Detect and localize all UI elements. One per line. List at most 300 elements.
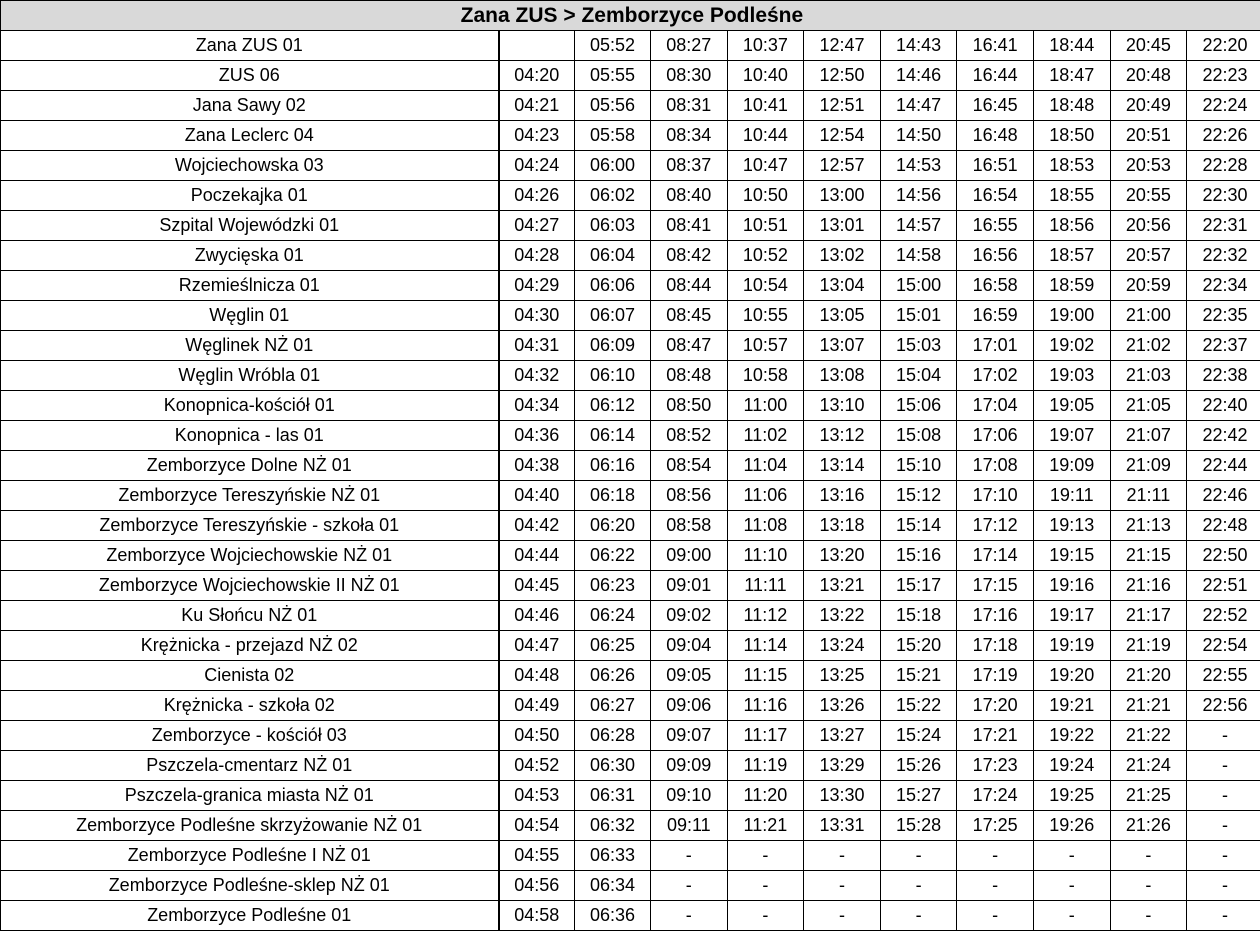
departure-time-cell: 13:26 [804,691,881,721]
stop-name-cell: Zemborzyce Tereszyńskie - szkoła 01 [1,511,499,541]
table-row [1,871,1260,901]
departure-time-cell: 21:19 [1110,631,1187,661]
departure-time-cell: 18:50 [1033,121,1110,151]
departure-time-cell: 04:38 [499,451,575,481]
departure-time-cell: 15:01 [880,301,957,331]
departure-time-cell: 18:56 [1033,211,1110,241]
departure-time-cell: 22:42 [1187,421,1260,451]
departure-time-cell: 21:25 [1110,781,1187,811]
departure-time-cell: 16:58 [957,271,1034,301]
departure-time-cell: 11:14 [727,631,804,661]
departure-time-cell: 17:24 [957,781,1034,811]
departure-time-cell: 10:40 [727,61,804,91]
departure-time-cell: 17:08 [957,451,1034,481]
departure-time-cell: - [804,871,881,901]
stop-name-cell: Szpital Wojewódzki 01 [1,211,499,241]
departure-time-cell: 04:48 [499,661,575,691]
departure-time-cell: 08:48 [651,361,728,391]
stop-name-cell: Zemborzyce - kościół 03 [1,721,499,751]
departure-time-cell: 06:20 [575,511,651,541]
departure-time-cell: - [1187,721,1260,751]
departure-time-cell: 09:11 [651,811,728,841]
table-row [1,361,1260,391]
departure-time-cell: 22:55 [1187,661,1260,691]
departure-time-cell: - [1187,811,1260,841]
stop-name-cell: Pszczela-granica miasta NŻ 01 [1,781,499,811]
departure-time-cell: 10:50 [727,181,804,211]
departure-time-cell: - [1033,841,1110,871]
departure-time-cell: 20:55 [1110,181,1187,211]
stop-name-cell: Jana Sawy 02 [1,91,499,121]
stop-name-cell: Węglinek NŻ 01 [1,331,499,361]
departure-time-cell: 14:50 [880,121,957,151]
departure-time-cell: 17:16 [957,601,1034,631]
departure-time-cell: 20:57 [1110,241,1187,271]
departure-time-cell: 14:56 [880,181,957,211]
departure-time-cell: 09:05 [651,661,728,691]
departure-time-cell: 10:54 [727,271,804,301]
departure-time-cell: 05:58 [575,121,651,151]
departure-time-cell: 22:20 [1187,31,1260,61]
departure-time-cell: 09:00 [651,541,728,571]
table-row [1,571,1260,601]
departure-time-cell: 04:46 [499,601,575,631]
stop-name-cell: Zemborzyce Tereszyńskie NŻ 01 [1,481,499,511]
departure-time-cell: 17:06 [957,421,1034,451]
departure-time-cell: 22:23 [1187,61,1260,91]
departure-time-cell: 21:05 [1110,391,1187,421]
stop-name-cell: Zemborzyce Dolne NŻ 01 [1,451,499,481]
departure-time-cell: 19:13 [1033,511,1110,541]
departure-time-cell: 09:10 [651,781,728,811]
departure-time-cell: 19:25 [1033,781,1110,811]
departure-time-cell: 15:10 [880,451,957,481]
departure-time-cell: 14:47 [880,91,957,121]
departure-time-cell: 16:59 [957,301,1034,331]
departure-time-cell: 11:21 [727,811,804,841]
departure-time-cell: 10:41 [727,91,804,121]
departure-time-cell: 17:15 [957,571,1034,601]
departure-time-cell: 17:10 [957,481,1034,511]
table-row [1,301,1260,331]
departure-time-cell: 18:59 [1033,271,1110,301]
departure-time-cell: 06:36 [575,901,651,931]
table-row [1,151,1260,181]
stop-name-cell: Zemborzyce Podleśne 01 [1,901,499,931]
departure-time-cell: 13:10 [804,391,881,421]
departure-time-cell: 15:16 [880,541,957,571]
departure-time-cell: 04:27 [499,211,575,241]
table-row [1,121,1260,151]
departure-time-cell: 17:23 [957,751,1034,781]
departure-time-cell: 21:02 [1110,331,1187,361]
departure-time-cell: 04:56 [499,871,575,901]
departure-time-cell: 13:12 [804,421,881,451]
departure-time-cell: 12:57 [804,151,881,181]
departure-time-cell: 18:55 [1033,181,1110,211]
departure-time-cell: 13:20 [804,541,881,571]
departure-time-cell: 19:05 [1033,391,1110,421]
departure-time-cell: 19:17 [1033,601,1110,631]
departure-time-cell: - [804,841,881,871]
departure-time-cell: 21:09 [1110,451,1187,481]
departure-time-cell: 06:33 [575,841,651,871]
departure-time-cell: 22:34 [1187,271,1260,301]
departure-time-cell: 22:46 [1187,481,1260,511]
table-row [1,421,1260,451]
departure-time-cell: - [957,871,1034,901]
departure-time-cell: 15:06 [880,391,957,421]
stop-name-cell: Węglin 01 [1,301,499,331]
stop-name-cell: Zemborzyce Podleśne skrzyżowanie NŻ 01 [1,811,499,841]
departure-time-cell: 16:48 [957,121,1034,151]
stop-name-cell: Węglin Wróbla 01 [1,361,499,391]
departure-time-cell: 18:53 [1033,151,1110,181]
departure-time-cell: 12:51 [804,91,881,121]
departure-time-cell: 06:25 [575,631,651,661]
departure-time-cell: 06:23 [575,571,651,601]
departure-time-cell: 09:07 [651,721,728,751]
departure-time-cell: 19:20 [1033,661,1110,691]
departure-time-cell: - [1110,841,1187,871]
departure-time-cell: 05:55 [575,61,651,91]
departure-time-cell: 14:58 [880,241,957,271]
departure-time-cell: 10:37 [727,31,804,61]
departure-time-cell: 20:45 [1110,31,1187,61]
departure-time-cell: 11:16 [727,691,804,721]
departure-time-cell: 22:51 [1187,571,1260,601]
departure-time-cell: 08:58 [651,511,728,541]
departure-time-cell: 19:00 [1033,301,1110,331]
departure-time-cell: 08:50 [651,391,728,421]
departure-time-cell: - [1187,781,1260,811]
departure-time-cell: 13:00 [804,181,881,211]
departure-time-cell: 19:03 [1033,361,1110,391]
departure-time-cell: 06:06 [575,271,651,301]
departure-time-cell: 04:32 [499,361,575,391]
table-row [1,181,1260,211]
departure-time-cell: 13:16 [804,481,881,511]
departure-time-cell: 13:18 [804,511,881,541]
departure-time-cell: 05:56 [575,91,651,121]
departure-time-cell: 17:21 [957,721,1034,751]
departure-time-cell: 11:06 [727,481,804,511]
departure-time-cell: 15:24 [880,721,957,751]
stop-name-cell: Zemborzyce Podleśne I NŻ 01 [1,841,499,871]
departure-time-cell: 04:52 [499,751,575,781]
stop-name-cell: Zwycięska 01 [1,241,499,271]
departure-time-cell: 08:45 [651,301,728,331]
departure-time-cell: 08:42 [651,241,728,271]
departure-time-cell: 04:36 [499,421,575,451]
departure-time-cell: 19:24 [1033,751,1110,781]
departure-time-cell: 08:52 [651,421,728,451]
departure-time-cell: 15:21 [880,661,957,691]
departure-time-cell: 08:37 [651,151,728,181]
departure-time-cell: 06:22 [575,541,651,571]
stop-name-cell: Krężnicka - przejazd NŻ 02 [1,631,499,661]
departure-time-cell: 13:08 [804,361,881,391]
departure-time-cell: 17:18 [957,631,1034,661]
table-row [1,541,1260,571]
table-row [1,211,1260,241]
departure-time-cell: 09:01 [651,571,728,601]
departure-time-cell: 21:16 [1110,571,1187,601]
departure-time-cell: 11:02 [727,421,804,451]
departure-time-cell: 06:02 [575,181,651,211]
departure-time-cell: 11:17 [727,721,804,751]
departure-time-cell: - [1033,901,1110,931]
departure-time-cell: 16:41 [957,31,1034,61]
departure-time-cell: 06:18 [575,481,651,511]
departure-time-cell: - [651,871,728,901]
departure-time-cell: 09:06 [651,691,728,721]
departure-time-cell: 13:31 [804,811,881,841]
departure-time-cell: 19:16 [1033,571,1110,601]
departure-time-cell: 18:47 [1033,61,1110,91]
table-row [1,391,1260,421]
departure-time-cell: 16:51 [957,151,1034,181]
stop-name-cell: Zana Leclerc 04 [1,121,499,151]
departure-time-cell: - [880,901,957,931]
departure-time-cell: 06:27 [575,691,651,721]
table-row [1,451,1260,481]
departure-time-cell: 06:34 [575,871,651,901]
departure-time-cell: 06:09 [575,331,651,361]
departure-time-cell: 04:42 [499,511,575,541]
departure-time-cell: 04:26 [499,181,575,211]
departure-time-cell: 04:40 [499,481,575,511]
table-row [1,751,1260,781]
stop-name-cell: Pszczela-cmentarz NŻ 01 [1,751,499,781]
departure-time-cell: 04:45 [499,571,575,601]
stop-name-cell: Zemborzyce Wojciechowskie II NŻ 01 [1,571,499,601]
departure-time-cell: 14:43 [880,31,957,61]
departure-time-cell: 15:12 [880,481,957,511]
departure-time-cell: 11:10 [727,541,804,571]
departure-time-cell: - [1187,901,1260,931]
departure-time-cell: 04:24 [499,151,575,181]
departure-time-cell: 04:44 [499,541,575,571]
departure-time-cell: 13:07 [804,331,881,361]
departure-time-cell: 21:20 [1110,661,1187,691]
departure-time-cell: 21:00 [1110,301,1187,331]
table-row [1,31,1260,61]
stop-name-cell: Cienista 02 [1,661,499,691]
departure-time-cell: - [957,841,1034,871]
departure-time-cell: 09:09 [651,751,728,781]
departure-time-cell: 13:25 [804,661,881,691]
departure-time-cell: 08:27 [651,31,728,61]
departure-time-cell: 20:59 [1110,271,1187,301]
departure-time-cell: - [651,901,728,931]
departure-time-cell: 17:04 [957,391,1034,421]
departure-time-cell: 11:04 [727,451,804,481]
departure-time-cell: - [651,841,728,871]
departure-time-cell: 22:50 [1187,541,1260,571]
table-row [1,631,1260,661]
departure-time-cell: 04:29 [499,271,575,301]
departure-time-cell: 06:14 [575,421,651,451]
departure-time-cell: 21:21 [1110,691,1187,721]
departure-time-cell: 06:30 [575,751,651,781]
departure-time-cell: 22:37 [1187,331,1260,361]
departure-time-cell: 04:47 [499,631,575,661]
departure-time-cell: 08:41 [651,211,728,241]
departure-time-cell: 18:57 [1033,241,1110,271]
departure-time-cell: 15:20 [880,631,957,661]
departure-time-cell: 06:31 [575,781,651,811]
stop-name-cell: Konopnica-kościół 01 [1,391,499,421]
departure-time-cell: 13:14 [804,451,881,481]
table-row [1,901,1260,931]
departure-time-cell: 20:48 [1110,61,1187,91]
departure-time-cell: 08:56 [651,481,728,511]
departure-time-cell: 22:30 [1187,181,1260,211]
departure-time-cell: 10:58 [727,361,804,391]
departure-time-cell: 15:08 [880,421,957,451]
departure-time-cell: 04:53 [499,781,575,811]
departure-time-cell: 15:04 [880,361,957,391]
stop-name-cell: Zemborzyce Wojciechowskie NŻ 01 [1,541,499,571]
departure-time-cell: 17:25 [957,811,1034,841]
departure-time-cell: 08:34 [651,121,728,151]
departure-time-cell: 08:47 [651,331,728,361]
departure-time-cell: 15:14 [880,511,957,541]
table-row [1,91,1260,121]
table-row [1,811,1260,841]
departure-time-cell: - [1033,871,1110,901]
departure-time-cell: 15:18 [880,601,957,631]
departure-time-cell: 21:22 [1110,721,1187,751]
departure-time-cell: 08:30 [651,61,728,91]
table-row [1,781,1260,811]
table-row [1,61,1260,91]
table-row [1,511,1260,541]
departure-time-cell: 12:50 [804,61,881,91]
timetable-body [1,31,1260,931]
table-row [1,241,1260,271]
departure-time-cell: 11:19 [727,751,804,781]
departure-time-cell: 21:17 [1110,601,1187,631]
departure-time-cell: 19:22 [1033,721,1110,751]
departure-time-cell: 21:13 [1110,511,1187,541]
departure-time-cell: - [1187,751,1260,781]
departure-time-cell: 12:47 [804,31,881,61]
departure-time-cell: 17:20 [957,691,1034,721]
departure-time-cell: 22:28 [1187,151,1260,181]
departure-time-cell: 21:03 [1110,361,1187,391]
departure-time-cell: 06:04 [575,241,651,271]
departure-time-cell: 06:00 [575,151,651,181]
departure-time-cell: 06:26 [575,661,651,691]
departure-time-cell: 11:11 [727,571,804,601]
departure-time-cell: 08:31 [651,91,728,121]
stop-name-cell: Zemborzyce Podleśne-sklep NŻ 01 [1,871,499,901]
departure-time-cell: 21:24 [1110,751,1187,781]
departure-time-cell: 13:04 [804,271,881,301]
departure-time-cell: 10:57 [727,331,804,361]
departure-time-cell: 22:31 [1187,211,1260,241]
departure-time-cell: - [1187,841,1260,871]
table-row [1,271,1260,301]
departure-time-cell: 08:40 [651,181,728,211]
departure-time-cell: 16:44 [957,61,1034,91]
departure-time-cell: 10:55 [727,301,804,331]
departure-time-cell: 22:38 [1187,361,1260,391]
departure-time-cell [499,31,575,61]
departure-time-cell: - [957,901,1034,931]
departure-time-cell: 13:29 [804,751,881,781]
departure-time-cell: 16:54 [957,181,1034,211]
departure-time-cell: 06:28 [575,721,651,751]
departure-time-cell: 11:00 [727,391,804,421]
departure-time-cell: 04:58 [499,901,575,931]
table-row [1,481,1260,511]
departure-time-cell: 22:54 [1187,631,1260,661]
departure-time-cell: 04:21 [499,91,575,121]
departure-time-cell: 15:03 [880,331,957,361]
departure-time-cell: 05:52 [575,31,651,61]
departure-time-cell: 18:48 [1033,91,1110,121]
departure-time-cell: - [1187,871,1260,901]
departure-time-cell: 22:52 [1187,601,1260,631]
departure-time-cell: 20:49 [1110,91,1187,121]
departure-time-cell: 06:03 [575,211,651,241]
timetable-title: Zana ZUS > Zemborzyce Podleśne [1,1,1260,31]
departure-time-cell: 20:56 [1110,211,1187,241]
departure-time-cell: 04:31 [499,331,575,361]
departure-time-cell: 13:02 [804,241,881,271]
departure-time-cell: - [727,901,804,931]
departure-time-cell: 17:14 [957,541,1034,571]
departure-time-cell: 16:56 [957,241,1034,271]
departure-time-cell: - [1110,901,1187,931]
departure-time-cell: 22:44 [1187,451,1260,481]
departure-time-cell: 21:11 [1110,481,1187,511]
departure-time-cell: 10:52 [727,241,804,271]
departure-time-cell: 04:49 [499,691,575,721]
departure-time-cell: 17:12 [957,511,1034,541]
departure-time-cell: 08:44 [651,271,728,301]
departure-time-cell: 13:05 [804,301,881,331]
stop-name-cell: Wojciechowska 03 [1,151,499,181]
timetable-title-row [1,1,1260,31]
departure-time-cell: 19:26 [1033,811,1110,841]
departure-time-cell: 22:35 [1187,301,1260,331]
departure-time-cell: 15:26 [880,751,957,781]
departure-time-cell: - [727,871,804,901]
departure-time-cell: 22:56 [1187,691,1260,721]
departure-time-cell: 14:46 [880,61,957,91]
departure-time-cell: 16:55 [957,211,1034,241]
table-row [1,661,1260,691]
departure-time-cell: - [1110,871,1187,901]
departure-time-cell: 04:34 [499,391,575,421]
departure-time-cell: 09:04 [651,631,728,661]
departure-time-cell: 13:27 [804,721,881,751]
table-row [1,331,1260,361]
departure-time-cell: 19:15 [1033,541,1110,571]
departure-time-cell: 04:28 [499,241,575,271]
departure-time-cell: 21:07 [1110,421,1187,451]
departure-time-cell: - [880,841,957,871]
departure-time-cell: 19:07 [1033,421,1110,451]
departure-time-cell: 06:32 [575,811,651,841]
departure-time-cell: 10:47 [727,151,804,181]
departure-time-cell: 11:08 [727,511,804,541]
departure-time-cell: 20:51 [1110,121,1187,151]
